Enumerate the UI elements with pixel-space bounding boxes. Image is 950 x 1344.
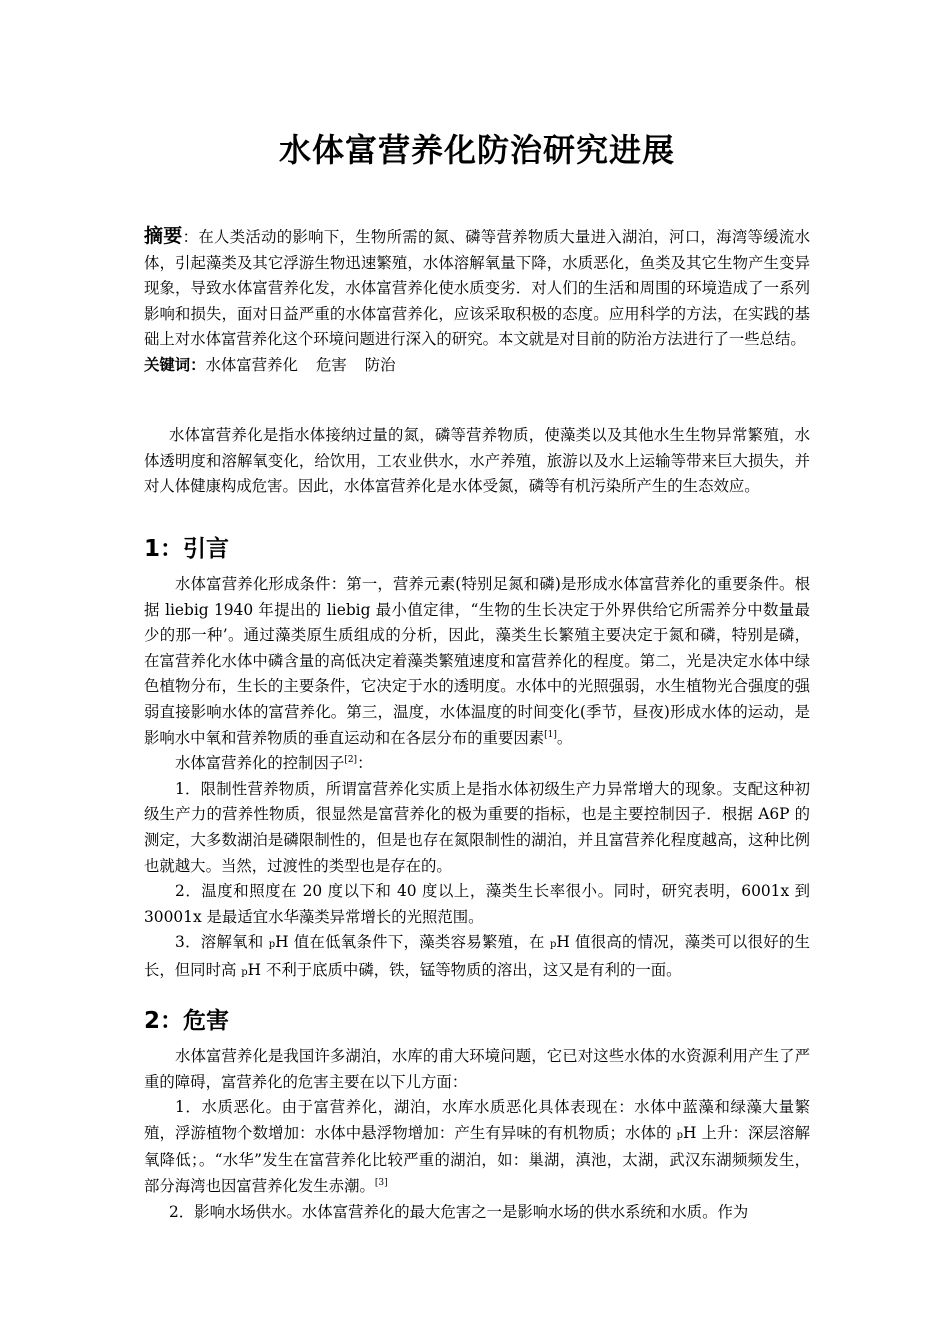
- citation[interactable]: [3]: [374, 1177, 388, 1188]
- list-item: 3．溶解氧和 pH 值在低氧条件下，藻类容易繁殖，在 pH 值很高的情况，藻类可以很好的生长，但同时高 pH 不利于底质中磷，铁，锰等物质的溶出，这又是有利的一面。: [144, 933, 810, 979]
- keyword-item: 危害: [315, 355, 347, 374]
- list-item: 2．温度和照度在 20 度以下和 40 度以上，藻类生长率很小。同时，研究表明，6001x 到 30001x 是最适宜水华藻类异常增长的光照范围。: [144, 882, 810, 926]
- abstract-text: 在人类活动的影响下，生物所需的氮、磷等营养物质大量进入湖泊，河口，海湾等缓流水体，引起藻类及其它浮游生物迅速繁殖，水体溶解氧量下降，水质恶化，鱼类及其它生物产生变异现象，导致水体富营养化发，水体富营养化使水质变劣．对人们的生活和周围的环境造成了一系列影响和损失，面对日益严重的水体富营养化，应该采取积极的态度。应用科学的方法，在实践的基础上对水体富营养化这个环境问题进行深入的研究。本文就是对目前的防治方法进行了一些总结。: [144, 228, 810, 349]
- keywords-label: 关键词：: [144, 355, 206, 374]
- list-item: 2．影响水场供水。水体富营养化的最大危害之一是影响水场的供水系统和水质。作为: [169, 1202, 749, 1221]
- paragraph: 水体富营养化的控制因子[2]：: [175, 754, 373, 773]
- paragraph: 水体富营养化是我国许多湖泊，水库的甫大环境问题，它已对这些水体的水资源利用产生了严重的障碍，富营养化的危害主要在以下儿方面：: [144, 1047, 810, 1091]
- abstract-paragraph: [144, 224, 810, 353]
- abstract-separator: ：: [182, 228, 199, 246]
- keyword-item: 防治: [364, 355, 396, 374]
- intro-paragraph: 水体富营养化是指水体接纳过量的氮，磷等营养物质，使藻类以及其他水生生物异常繁殖，水体透明度和溶解氧变化，给饮用，工农业供水，水产养殖，旅游以及水上运输等带来巨大损失，并对人体健康构成危害。因此，水体富营养化是水体受氮，磷等有机污染所产生的生态效应。: [144, 426, 810, 496]
- page-title: 水体富营养化防治研究进展: [278, 131, 675, 169]
- section-hazards: [144, 1004, 810, 1225]
- section-heading: 2：危害: [144, 1008, 230, 1034]
- list-item: 1．限制性营养物质，所谓富营养化实质上是指水体初级生产力异常增大的现象。支配这种初级生产力的营养性物质，很显然是富营养化的极为重要的指标，也是主要控制因子．根据 A6P 的测定，大多数湖泊是磷限制性的，但是也存在氮限制性的湖泊，并且富营养化程度越高，这种比例也就越大。当然，过渡性的类型也是存在的。: [144, 779, 810, 875]
- list-item: 1．水质恶化。由于富营养化，湖泊，水库水质恶化具体表现在：水体中蓝藻和绿藻大量繁殖，浮游植物个数增加：水体中悬浮物增加：产生有异味的有机物质；水体的 pH 上升：深层溶解氧降低；。“水华”发生在富营养化比较严重的湖泊，如：巢湖，滇池，太湖，武汉东湖频频发生，部分海湾也因富营养化发生赤潮。[3]: [144, 1098, 810, 1195]
- citation[interactable]: [2]: [344, 755, 358, 766]
- abstract-section: [144, 224, 810, 379]
- abstract-label: 摘要: [144, 225, 183, 247]
- section-heading: 1：引言: [144, 536, 230, 562]
- keyword-item: 水体富营养化: [205, 355, 298, 374]
- paragraph: 水体富营养化形成条件：第一，营养元素(特别足氮和磷)是形成水体富营养化的重要条件。根据 liebig 1940 年提出的 liebig 最小值定律，“生物的生长决定于外界供给它所需养分中数量最少的那一种’。通过藻类原生质组成的分析，因此，藻类生长繁殖主要决定于氮和磷，特别是磷，在富营养化水体中磷含量的高低决定着藻类繁殖速度和富营养化的程度。第二，光是决定水体中绿色植物分布，生长的主要条件，它决定于水的透明度。水体中的光照强弱，水生植物光合强度的强弱直接影响水体的富营养化。第三，温度，水体温度的时间变化(季节，昼夜)形成水体的运动，是影响水中氧和营养物质的垂直运动和在各层分布的重要因素[1]。: [144, 575, 810, 747]
- citation[interactable]: [1]: [544, 729, 557, 740]
- intro-section: [144, 423, 810, 500]
- keywords-line: [144, 353, 810, 379]
- section-introduction: [144, 532, 810, 986]
